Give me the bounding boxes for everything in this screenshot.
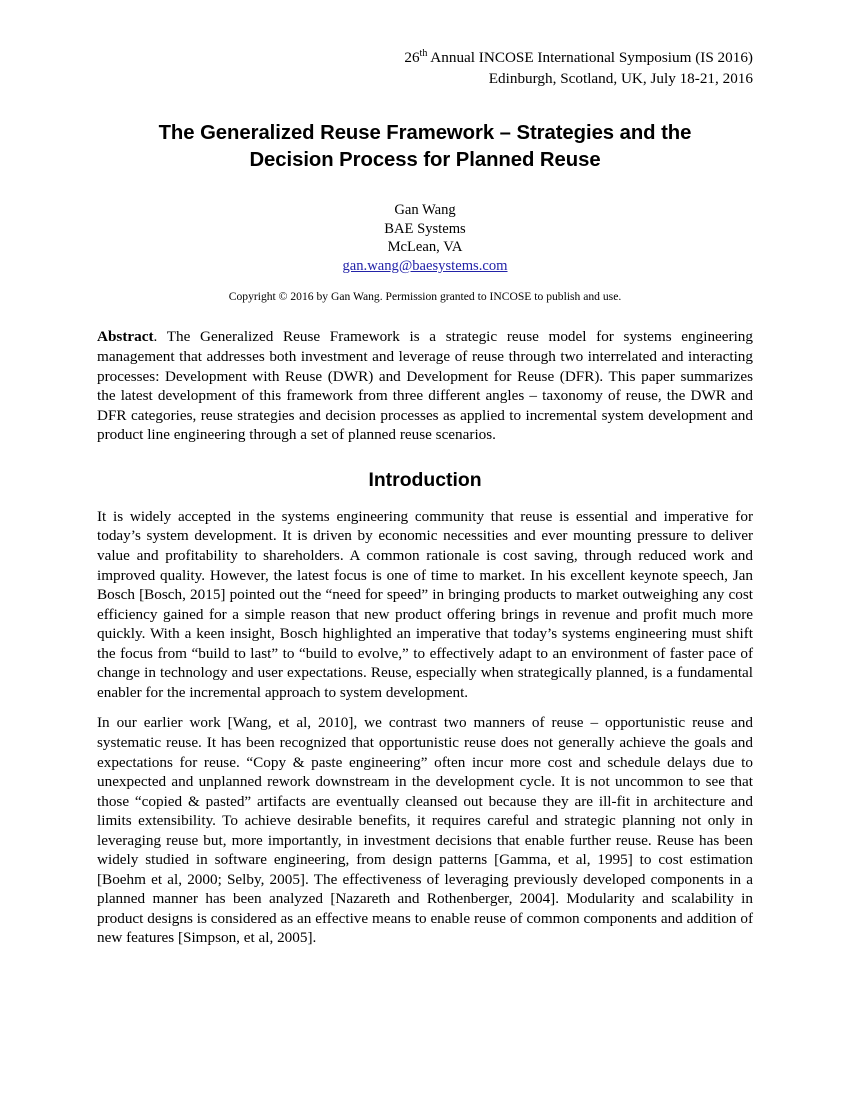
running-header-line-2: Edinburgh, Scotland, UK, July 18-21, 2016 (488, 70, 753, 87)
copyright-notice: Copyright © 2016 by Gan Wang. Permission granted to INCOSE to publish and use. (228, 290, 622, 304)
running-header-line-1 (97, 47, 753, 68)
author-name: Gan Wang (394, 202, 456, 218)
ordinal-suffix: th (419, 47, 428, 59)
running-header (97, 47, 753, 89)
abstract-paragraph (97, 327, 753, 445)
page-content-column (97, 0, 753, 948)
symposium-name: Annual INCOSE International Symposium (IS 2016) (427, 49, 753, 66)
body-paragraph: In our earlier work [Wang, et al, 2010], we contrast two manners of reuse – opportunistic reuse and systematic reuse. It has been recognized that opportunistic reuse does not generally achieve the goals and expectations for reuse. “Copy & paste engineering” often incur more cost and schedule delays due to unexpected and unplanned rework downstream in the development cycle. It is not uncommon to see that those “copied & pasted” artifacts are eventually cleansed out because they are ill-fit in architecture and limits extensibility. To achieve desirable benefits, it requires careful and strategic planning not only in leveraging reuse but, more importantly, in investment decisions that enable further reuse. Reuse has been widely studied in software engineering, from design patterns [Gamma, et al, 1995] to cost estimation [Boehm et al, 2000; Selby, 2005]. The effectiveness of leveraging previously developed components in a planned manner has been analyzed [Nazareth and Rothenberger, 2004]. Modularity and scalability in product designs is considered as an effective means to enable reuse of common components and addition of new features [Simpson, et al, 2005]. (97, 714, 753, 947)
page-title: The Generalized Reuse Framework – Strategies and the Decision Process for Planned Reuse (158, 122, 692, 171)
abstract-label: Abstract (97, 328, 154, 346)
abstract-body: The Generalized Reuse Framework is a strategic reuse model for systems engineering management that addresses both investment and leverage of reuse through two interrelated and interacting processes: Development with Reuse (DWR) and Development for Reuse (DFR). This paper summarizes the latest development of this framework from three different angles – taxonomy of reuse, the DWR and DFR categories, reuse strategies and decision processes as applied to incremental system development and product line engineering through a set of planned reuse scenarios. (97, 328, 753, 444)
abstract-label-separator: . (153, 328, 167, 346)
author-email-link[interactable]: gan.wang@baesystems.com (342, 257, 508, 274)
body-paragraph: It is widely accepted in the systems engineering community that reuse is essential and imperative for today’s system development. It is driven by economic necessities and ever mounting pressure to deliver value and profitability to shareholders. A common rationale is cost saving, through reduced work and improved quality. However, the latest focus is one of time to market. In his excellent keynote speech, Jan Bosch [Bosch, 2015] pointed out the “need for speed” in bringing products to market outweighing any cost efficiency gained for a simple reason that new product offering brings in revenue and profit much more quickly. With a keen insight, Bosch highlighted an imperative that today’s systems engineering must shift the focus from “build to last” to “build to evolve,” to effectively adapt to an environment of faster pace of change in technology and user expectations. Reuse, especially when strategically planned, is a fundamental enabler for the incremental approach to system development. (97, 507, 753, 701)
author-block (97, 201, 753, 275)
section-heading-introduction: Introduction (368, 468, 482, 491)
symposium-number: 26 (404, 49, 420, 66)
author-location: McLean, VA (387, 239, 463, 256)
author-organization: BAE Systems (384, 220, 466, 237)
